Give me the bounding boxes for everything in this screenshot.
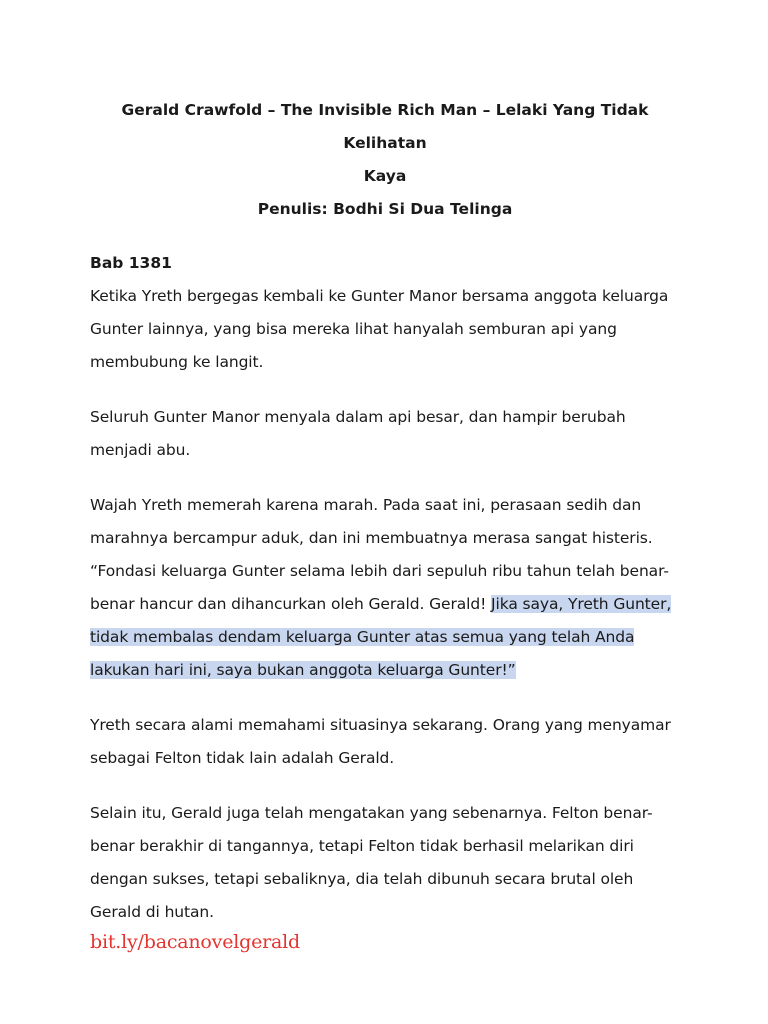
chapter-heading: Bab 1381 (90, 254, 172, 272)
title-block (84, 94, 686, 226)
title-line-1: Gerald Crawfold – The Invisible Rich Man – Lelaki Yang Tidak Kelihatan (121, 101, 649, 152)
document-page (90, 94, 680, 951)
paragraph-3-text: Wajah Yreth memerah karena marah. Pada saat ini, perasaan sedih dan marahnya bercampur aduk, dan ini membuatnya merasa sangat histeris. “Fondasi keluarga Gunter selama lebih dari sepuluh ribu tahun telah benar-benar hancur dan dihancurkan oleh Gerald. Gerald! (90, 496, 669, 613)
paragraph-2: Seluruh Gunter Manor menyala dalam api besar, dan hampir berubah menjadi abu. (90, 408, 626, 459)
chapter-body (90, 280, 680, 929)
paragraph-5: Selain itu, Gerald juga telah mengatakan yang sebenarnya. Felton benar-benar berakhir di tangannya, tetapi Felton tidak berhasil melarikan diri dengan sukses, tetapi sebaliknya, dia telah dibunuh secara brutal oleh Gerald di hutan. (90, 804, 653, 921)
paragraph-4: Yreth secara alami memahami situasinya sekarang. Orang yang menyamar sebagai Felton tidak lain adalah Gerald. (90, 716, 671, 767)
paragraph-1: Ketika Yreth bergegas kembali ke Gunter Manor bersama anggota keluarga Gunter lainnya, yang bisa mereka lihat hanyalah semburan api yang membubung ke langit. (90, 287, 669, 371)
title-line-2: Kaya (363, 167, 407, 185)
novel-link[interactable]: bit.ly/bacanovelgerald (90, 931, 300, 953)
author-line: Penulis: Bodhi Si Dua Telinga (257, 200, 513, 218)
highlighted-text[interactable]: Jika saya, Yreth Gunter, tidak membalas dendam keluarga Gunter atas semua yang telah Anda lakukan hari ini, saya bukan anggota keluarga Gunter!” (90, 595, 672, 679)
paragraph-3 (90, 489, 680, 687)
